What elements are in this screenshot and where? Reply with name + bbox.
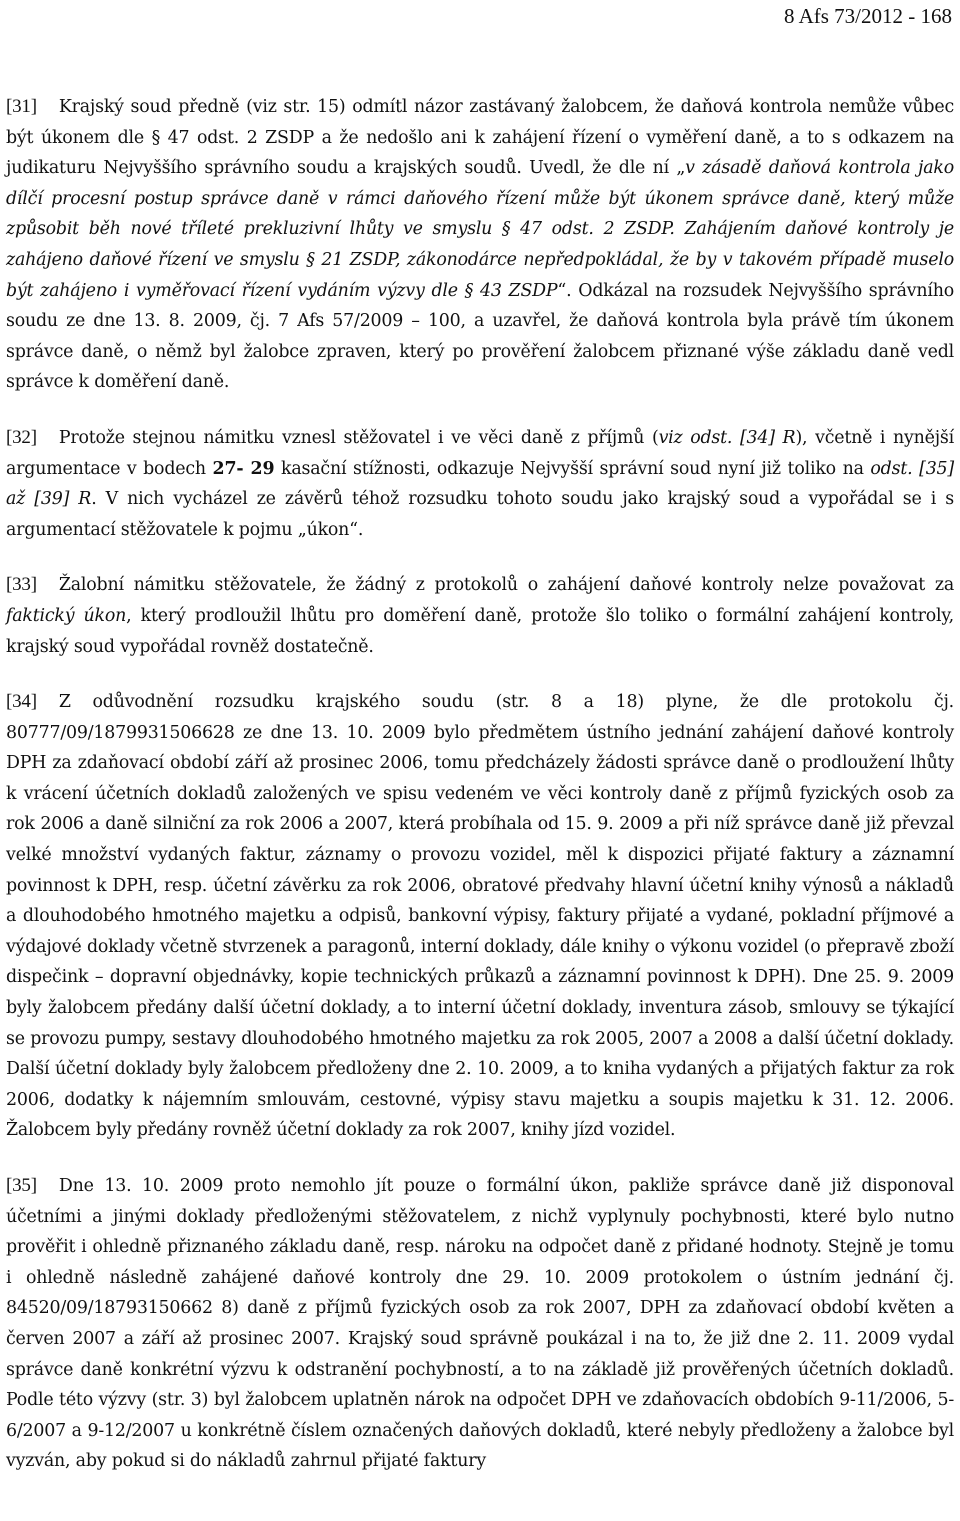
- points-reference: 27- 29: [212, 458, 275, 479]
- paragraph-32: [6, 423, 954, 545]
- paragraph-33: [6, 570, 954, 662]
- paragraph-text: Krajský soud předně (viz str. 15) odmítl názor zastávaný žalobcem, že daňová kontrola nemůže vůbec být úkonem dle § 47 odst. 2 ZSDP a že nedošlo ani k zahájení řízení o vyměření daně, a to s odkazem na judikaturu Nejvyššího správního soudu a krajských soudů. Uvedl, že dle ní „: [6, 97, 954, 179]
- document-body: [6, 92, 954, 1502]
- cross-reference: odst. [35] až [39] R: [6, 458, 955, 510]
- paragraph-number: [33]: [6, 574, 37, 596]
- paragraph-text: Z odůvodnění rozsudku krajského soudu (str. 8 a 18) plyne, že dle protokolu čj. 80777/09/1879931506628 ze dne 13. 10. 2009 bylo předmětem ústního jednání zahájení daňové kontroly DPH za zdaňovací období září až prosinec 2006, tomu předcházely žádosti správce daně o prodloužení lhůty k vrácení účetních dokladů založených ve spisu vedeném ve věci kontroly daně z příjmů fyzických osob za rok 2006 a daně silniční za rok 2006 a 2007, která probíhala od 15. 9. 2009 a při níž správce daně již převzal velké množství vydaných faktur, záznamy o provozu vozidel, měl k dispozici přijaté faktury a záznamní povinnost k DPH, resp. účetní závěrku za rok 2006, obratové předvahy hlavní účetní knihy výnosů a nákladů a dlouhodobého hmotného majetku a odpisů, bankovní výpisy, faktury přijaté a vydané, pokladní příjmové a výdajové doklady včetně stvrzenek a paragonů, interní doklady, dále knihy o výkonu vozidel (o přepravě zboží dispečink – dopravní objednávky, kopie technických průkazů a záznamní povinnost k DPH). Dne 25. 9. 2009 byly žalobcem předány další účetní doklady, a to interní účetní doklady, inventura zásob, smlouvy se týkající se provozu pumpy, sestavy dlouhodobého hmotného majetku za rok 2005, 2007 a 2008 a další účetní doklady. Další účetní doklady byly žalobcem předloženy dne 2. 10. 2009, a to kniha vydaných a přijatých faktur za rok 2006, dodatky k nájemním smlouvám, cestovné, výpisy stavu majetku a soupis majetku k 31. 12. 2006. Žalobcem byly předány rovněž účetní doklady za rok 2007, knihy jízd vozidel.: [6, 692, 954, 1141]
- paragraph-34: [6, 687, 954, 1146]
- paragraph-text-continued: “. Odkázal na rozsudek Nejvyššího správního soudu ze dne 13. 8. 2009, čj. 7 Afs 57/2009 – 100, a uzavřel, že daňová kontrola byla právě tím úkonem správce daně, o němž byl žalobce zpraven, který po prověření žalobcem přiznané výše základu daně vedl správce k doměření daně.: [6, 280, 955, 393]
- paragraph-text: Protože stejnou námitku vznesl stěžovatel i ve věci daně z příjmů (: [58, 427, 659, 448]
- paragraph-text-continued: kasační stížnosti, odkazuje Nejvyšší správní soud nyní již toliko na: [274, 458, 871, 479]
- paragraph-text-continued: , který prodloužil lhůtu pro doměření daně, protože šlo toliko o formální zahájení kontroly, krajský soud vypořádal rovněž dostatečně.: [6, 605, 954, 657]
- paragraph-number: [35]: [6, 1175, 37, 1196]
- paragraph-number: [31]: [6, 96, 37, 117]
- emphasized-term: faktický úkon: [6, 605, 127, 626]
- cross-reference: viz odst. [34] R: [658, 427, 796, 448]
- case-number: 8 Afs 73/2012 - 168: [784, 4, 952, 28]
- paragraph-number: [34]: [6, 691, 37, 713]
- paragraph-35: [6, 1171, 954, 1477]
- quoted-citation: v zásadě daňová kontrola jako dílčí procesní postup správce daně v rámci daňového řízení může být úkonem správce daně, který může způsobit běh nové tříleté prekluzivní lhůty ve smyslu § 47 odst. 2 ZSDP. Zahájením daňové kontroly je zahájeno daňové řízení ve smyslu § 21 ZSDP, zákonodárce nepředpokládal, že by v takovém případě muselo být zahájeno i vyměřovací řízení vydáním výzvy dle § 43 ZSDP: [6, 158, 954, 301]
- paragraph-31: [6, 92, 954, 398]
- paragraph-text: Dne 13. 10. 2009 proto nemohlo jít pouze o formální úkon, pakliže správce daně již disponoval účetními a jinými doklady předloženými stěžovatelem, z nichž vyplynuly pochybnosti, které bylo nutno prověřit i ohledně přiznaného základu daně, resp. nároku na odpočet daně z přidané hodnoty. Stejně je tomu i ohledně následně zahájené daňové kontroly dne 29. 10. 2009 protokolem o ústním jednání čj. 84520/09/18793150662 8) daně z příjmů fyzických osob za rok 2007, DPH za zdaňovací období květen a červen 2007 a září až prosinec 2007. Krajský soud správně poukázal i na to, že již dne 2. 11. 2009 vydal správce daně konkrétní výzvu k odstranění pochybností, a to na základě již prověřených účetních dokladů. Podle této výzvy (str. 3) byl žalobcem uplatněn nárok na odpočet DPH ve zdaňovacích obdobích 9-11/2006, 5-6/2007 a 9-12/2007 u konkrétně číslem označených daňových dokladů, které nebyly předloženy a žalobce byl vyzván, aby pokud si do nákladů zahrnul přijaté faktury: [6, 1176, 954, 1472]
- page-header: [784, 4, 952, 29]
- paragraph-text: Žalobní námitku stěžovatele, že žádný z protokolů o zahájení daňové kontroly nelze považovat za: [58, 575, 954, 596]
- paragraph-number: [32]: [6, 426, 37, 448]
- paragraph-text-continued: ), včetně i nynější argumentace v bodech: [6, 427, 954, 479]
- paragraph-text-continued: . V nich vycházel ze závěrů téhož rozsudku tohoto soudu jako krajský soud a vypořádal se i s argumentací stěžovatele k pojmu „úkon“.: [6, 489, 954, 540]
